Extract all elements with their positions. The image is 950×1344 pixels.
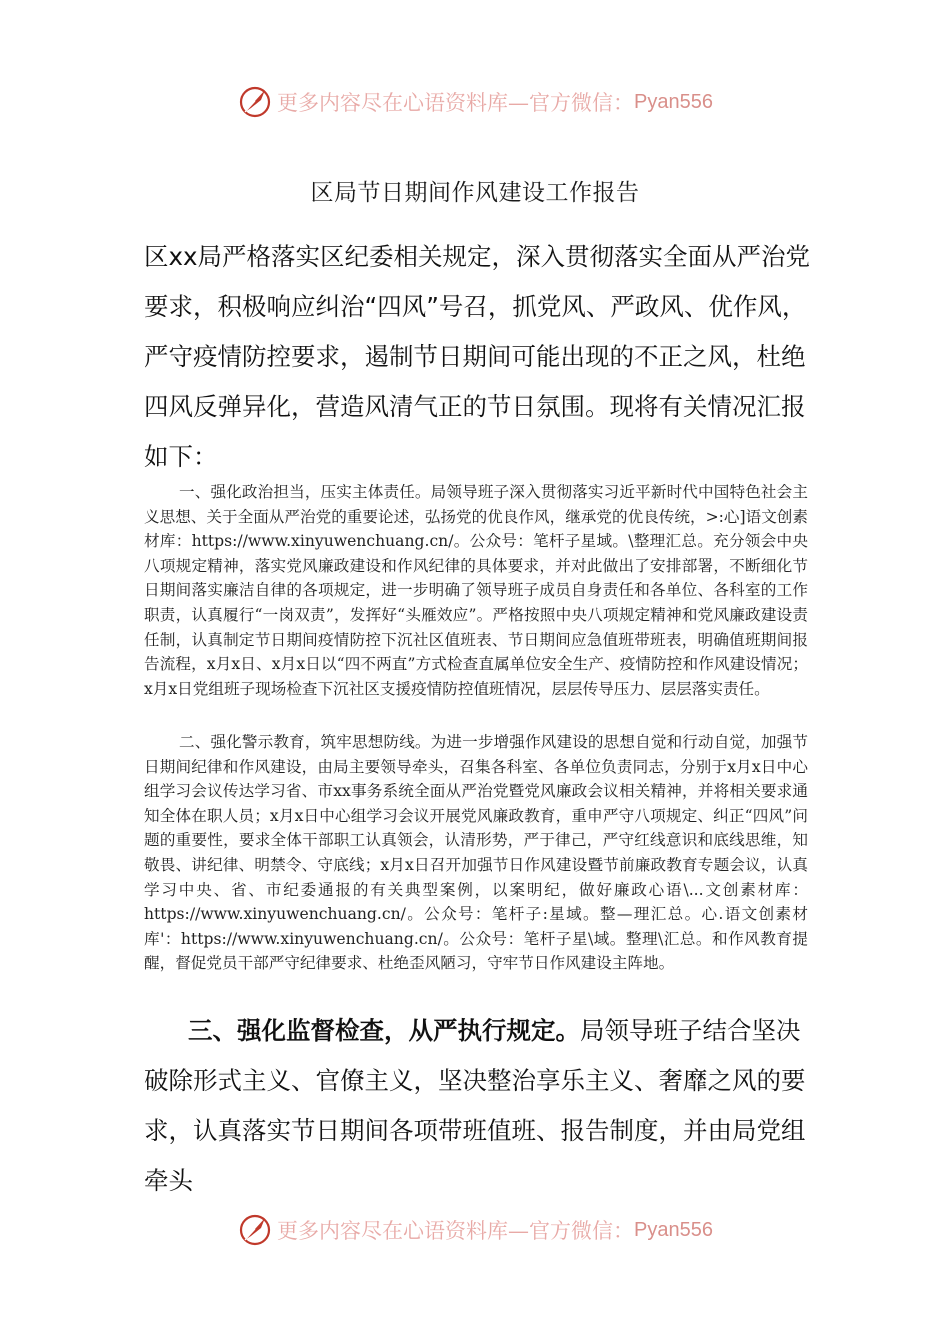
watermark-text: 更多内容尽在心语资料库—官方微信： [277,1219,635,1243]
quill-logo-icon [237,84,273,120]
watermark-banner-bottom [0,1210,950,1250]
section-3-text: 局领导班子结合坚决破除形式主义、官僚主义，坚决整治享乐主义、奢靡之风的要求，认真落实节日期间各项带班值班、报告制度，并由局党组牵头 [144,1016,806,1195]
quill-logo-icon [237,1212,273,1248]
section-1-paragraph: 一、强化政治担当，压实主体责任。局领导班子深入贯彻落实习近平新时代中国特色社会主义思想、关于全面从严治党的重要论述，弘扬党的优良作风，继承党的优良传统，>:心]语文创素材库：https://www.xinyuwenchuang.cn/。公众号：笔杆子星域。\整理汇总。充分领会中央八项规定精神，落实党风廉政建设和作风纪律的具体要求，并对此做出了安排部署，不断细化节日期间落实廉洁自律的各项规定，进一步明确了领导班子成员自身责任和各单位、各科室的工作职责，认真履行“一岗双责”，发挥好“头雁效应”。严格按照中央八项规定精神和党风廉政建设责任制，认真制定节日期间疫情防控下沉社区值班表、节日期间应急值班带班表，明确值班期间报告流程，x月x日、x月x日以“四不两直”方式检查直属单位安全生产、疫情防控和作风建设情况；x月x日党组班子现场检查下沉社区支援疫情防控值班情况，层层传导压力、层层落实责任。 [144,483,808,698]
watermark-text: 更多内容尽在心语资料库—官方微信： [277,91,635,115]
watermark-wechat-id: Pyan556 [634,90,713,113]
section-2-paragraph: 二、强化警示教育，筑牢思想防线。为进一步增强作风建设的思想自觉和行动自觉，加强节日期间纪律和作风建设，由局主要领导牵头，召集各科室、各单位负责同志，分别于x月x日中心组学习会议传达学习省、市xx事务系统全面从严治党暨党风廉政会议相关精神，并将相关要求通知全体在职人员；x月x日中心组学习会议开展党风廉政教育，重申严守八项规定、纠正“四风”问题的重要性，要求全体干部职工认真领会，认清形势，严于律己，严守红线意识和底线思维，知敬畏、讲纪律、明禁令、守底线；x月x日召开加强节日作风建设暨节前廉政教育专题会议，认真学习中央、省、市纪委通报的有关典型案例，以案明纪，做好廉政心语\...文创素材库：https://www.xinyuwenchuang.cn/。公众号：笔杆子:星域。整—理汇总。心.语文创素材库'：https://www.xinyuwenchuang.cn/。公众号：笔杆子星\域。整理\汇总。和作风教育提醒，督促党员干部严守纪律要求、杜绝歪风陋习，守牢节日作风建设主阵地。 [144,733,808,973]
section-3-paragraph [144,1006,812,1206]
watermark-banner-top [0,82,950,122]
intro-paragraph: 区xx局严格落实区纪委相关规定，深入贯彻落实全面从严治党要求，积极响应纠治“四风”号召，抓党风、严政风、优作风，严守疫情防控要求，遏制节日期间可能出现的不正之风，杜绝四风反弹异化，营造风清气正的节日氛围。现将有关情况汇报如下： [144,242,810,471]
document-title: 区局节日期间作风建设工作报告 [310,180,640,206]
watermark-wechat-id: Pyan556 [634,1218,713,1241]
section-3-heading: 三、强化监督检查，从严执行规定。 [188,1016,580,1045]
